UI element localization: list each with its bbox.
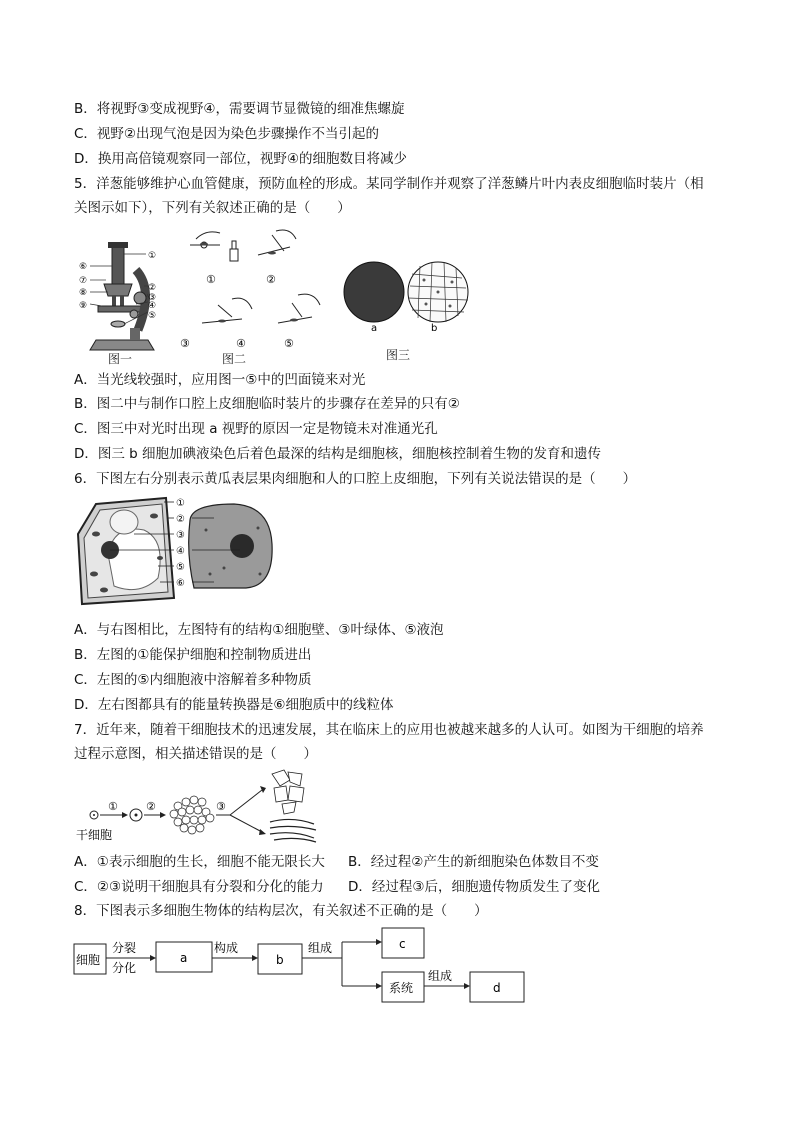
fig1-label-5: ⑤ (148, 311, 157, 321)
fig1-label-6: ⑥ (79, 262, 88, 272)
q7-option-b: B．经过程②产生的新细胞染色体数目不变 (348, 854, 599, 870)
fig2-step-4: ④ (236, 337, 246, 350)
cell-comparison-figure (74, 494, 284, 614)
box-b: b (276, 953, 284, 967)
q6-option-c: C．左图的⑤内细胞液中溶解着多种物质 (74, 672, 312, 688)
fig2-step-5: ⑤ (284, 337, 294, 350)
fig2-step-3: ③ (180, 337, 190, 350)
q7-option-a: A．①表示细胞的生长，细胞不能无限长大 (74, 854, 325, 870)
stem-cell-diagram (74, 768, 324, 848)
q7-stem-line2: 过程示意图，相关描述错误的是（ ） (74, 746, 317, 762)
box-system: 系统 (389, 981, 414, 995)
q6-stem: 6．下图左右分别表示黄瓜表层果肉细胞和人的口腔上皮细胞，下列有关说法错误的是（ ） (74, 471, 637, 487)
q7-step-1: ① (108, 800, 118, 813)
fig1-label-1: ① (148, 251, 157, 261)
fig2-step-1: ① (206, 273, 216, 286)
q6-label-5: ⑤ (176, 562, 185, 573)
q7-stem-line1: 7．近年来，随着干细胞技术的迅速发展，其在临床上的应用也被越来越多的人认可。如图为干细胞的培养 (74, 722, 704, 738)
arrow1-top-label: 分裂 (112, 941, 137, 955)
q6-label-3: ③ (176, 530, 185, 541)
fig3-caption: 图三 (386, 348, 411, 362)
q7-option-d: D．经过程③后，细胞遗传物质发生了变化 (348, 879, 600, 895)
q6-option-d: D．左右图都具有的能量转换器是⑥细胞质中的线粒体 (74, 697, 394, 713)
box-d: d (493, 981, 501, 995)
fig3-label-b: b (431, 323, 438, 334)
q5-option-a: A．当光线较强时，应用图一⑤中的凹面镜来对光 (74, 372, 366, 388)
q7-option-c: C．②③说明干细胞具有分裂和分化的能力 (74, 879, 324, 895)
q6-label-2: ② (176, 514, 185, 525)
q6-label-6: ⑥ (176, 578, 185, 589)
fig1-label-4: ④ (148, 301, 157, 311)
fig1-label-7: ⑦ (79, 276, 88, 286)
q5-option-d: D．图三 b 细胞加碘液染色后着色最深的结构是细胞核，细胞核控制着生物的发育和遗传 (74, 446, 602, 462)
fig1-label-9: ⑨ (79, 301, 88, 311)
fig2-step-2: ② (266, 273, 276, 286)
fig3-label-a: a (371, 323, 378, 334)
q8-stem: 8．下图表示多细胞生物体的结构层次，有关叙述不正确的是（ ） (74, 903, 488, 919)
q5-stem-line2: 关图示如下），下列有关叙述正确的是（ ） (74, 200, 351, 216)
fig1-caption: 图一 (108, 352, 133, 366)
fig1-label-8: ⑧ (79, 288, 88, 298)
slide-preparation-figure (180, 225, 330, 355)
q7-step-2: ② (146, 800, 156, 813)
q6-label-1: ① (176, 498, 185, 509)
q6-label-4: ④ (176, 546, 185, 557)
stem-cell-label: 干细胞 (76, 828, 113, 842)
q5-option-b: B．图二中与制作口腔上皮细胞临时装片的步骤存在差异的只有② (74, 396, 460, 412)
microscope-views-figure (342, 258, 472, 336)
microscope-figure (74, 240, 174, 360)
arrow4-label: 组成 (428, 969, 453, 983)
q5-option-c: C．图三中对光时出现 a 视野的原因一定是物镜未对准通光孔 (74, 421, 438, 437)
arrow2-label: 构成 (214, 941, 239, 955)
q6-option-b: B．左图的①能保护细胞和控制物质进出 (74, 647, 312, 663)
q4-option-b: B．将视野③变成视野④，需要调节显微镜的细准焦螺旋 (74, 101, 405, 117)
arrow1-bottom-label: 分化 (112, 961, 137, 975)
q4-option-d: D．换用高倍镜观察同一部位，视野④的细胞数目将减少 (74, 151, 407, 167)
structure-levels-diagram (70, 924, 530, 1006)
arrow3-label: 组成 (308, 941, 333, 955)
q5-stem-line1: 5．洋葱能够维护心血管健康，预防血栓的形成。某同学制作并观察了洋葱鳞片叶内表皮细胞临时装片（相 (74, 176, 704, 192)
box-c: c (399, 937, 406, 951)
fig1-label-2: ② (148, 283, 157, 293)
box-cell: 细胞 (76, 953, 101, 967)
q6-option-a: A．与右图相比，左图特有的结构①细胞壁、③叶绿体、⑤液泡 (74, 622, 444, 638)
q4-option-c: C．视野②出现气泡是因为染色步骤操作不当引起的 (74, 126, 380, 142)
box-a: a (180, 951, 188, 965)
fig1-label-3: ③ (148, 293, 157, 303)
q7-step-3: ③ (216, 800, 226, 813)
fig2-caption: 图二 (222, 352, 247, 366)
